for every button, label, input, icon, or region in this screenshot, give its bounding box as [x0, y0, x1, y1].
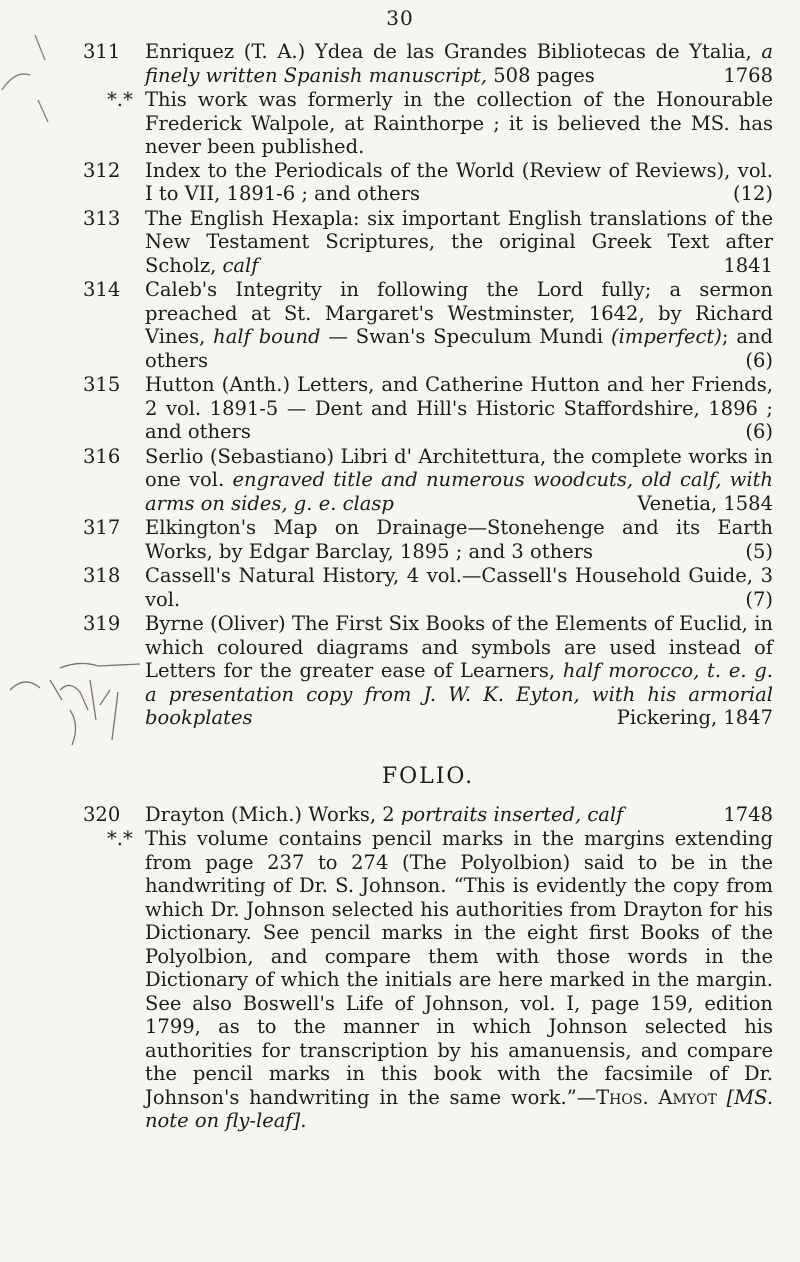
section-heading-folio: FOLIO. — [381, 763, 475, 789]
note-text: This work was formerly in the collection of the Honourable Frederick Walpole, at Rainthorpe ; it is believed the MS. has never been published. — [145, 88, 773, 158]
lot-number: 320 — [83, 802, 121, 826]
lot-number: 317 — [83, 516, 121, 539]
lot-number: 312 — [83, 158, 121, 182]
lot-description: engraved title and numerous woodcuts, old calf, with arms on sides, g. e. clasp — [145, 468, 773, 515]
lot-number: 315 — [83, 373, 121, 396]
lot-314 — [83, 278, 773, 372]
lot-number: 311 — [83, 40, 121, 63]
note-asterism: *.* — [107, 88, 133, 111]
lot-description: a finely written Spanish manuscript, — [145, 40, 774, 87]
note-311 — [83, 88, 773, 159]
lot-condition: (imperfect) — [611, 325, 722, 348]
lot-date: 1748 — [723, 802, 773, 826]
lot-date: 1768 — [723, 63, 773, 87]
lot-320 — [83, 803, 773, 827]
note-text: This volume contains pencil marks in the margins extending from page 237 to 274 (The Polyolbion) said to be in the handwriting of Dr. S. Johnson. “This is evidently the copy from which Dr. Johnson selected his authorities from Drayton for his Dictionary. See pencil marks in the eight first Books of the Polyolbion, and compare them with those words in the Dictionary of which the initials are here marked in the margin. See also Boswell's Life of Johnson, vol. I, page 159, edition 1799, as to the manner in which Johnson selected his authorities for transcription by his amanuensis, and compare the pencil marks in this book with the facsimile of Dr. Johnson's handwriting in the same work.”— — [145, 827, 773, 1109]
lot-315 — [83, 373, 773, 444]
lot-title: Caleb's Integrity in following the Lord fully; a sermon preached at St. Margaret's Westminster, 1642, by Richard Vines, — [145, 278, 773, 348]
lot-imprint: Pickering, 1847 — [616, 706, 773, 729]
lot-count: (7) — [745, 587, 773, 611]
note-signature: Thos. Amyot — [596, 1085, 717, 1109]
page-number: 30 — [386, 6, 414, 30]
lot-number: 314 — [83, 278, 121, 301]
lot-number: 318 — [83, 564, 121, 587]
lot-description: half morocco, t. e. g. a presentation copy from J. W. K. Eyton, with his armorial bookplates — [145, 659, 773, 729]
lot-319 — [83, 612, 773, 730]
note-320 — [83, 827, 773, 1133]
margin-scribble-top — [0, 30, 70, 140]
lot-title: Drayton (Mich.) Works, 2 — [145, 802, 395, 826]
lot-count: (6) — [745, 348, 773, 372]
lot-317 — [83, 516, 773, 563]
lot-date: 1841 — [723, 253, 773, 277]
lot-count: (6) — [745, 420, 773, 443]
lot-311 — [83, 40, 773, 87]
lot-316 — [83, 445, 773, 516]
note-asterism: *.* — [107, 827, 133, 850]
lot-others: ; and others — [145, 325, 773, 372]
lot-title: Serlio (Sebastiano) Libri d' Architettura, the complete works in one vol. — [145, 444, 773, 491]
lot-number: 313 — [83, 206, 121, 230]
lot-count: (12) — [732, 182, 773, 205]
lot-title: The English Hexapla: six important English translations of the New Testament Scriptures, the original Greek Text after Scholz, — [145, 206, 773, 277]
catalogue-content — [83, 40, 773, 1133]
lot-title: Index to the Periodicals of the World (Review of Reviews), vol. I to VII, 1891-6 ; and others — [145, 158, 773, 205]
lot-count: (5) — [745, 539, 773, 563]
lot-binding: calf — [222, 253, 259, 277]
lot-description: portraits inserted, calf — [400, 802, 624, 826]
lot-extent: 508 pages — [493, 63, 595, 87]
lot-title: Enriquez (T. A.) Ydea de las Grandes Bibliotecas de Ytalia, — [145, 40, 752, 63]
lot-313 — [83, 207, 773, 278]
lot-number: 316 — [83, 444, 121, 468]
note-source: [MS. note on fly-leaf]. — [145, 1085, 774, 1132]
lot-title: Elkington's Map on Drainage—Stonehenge and its Earth Works, by Edgar Barclay, 1895 ; and 3 others — [145, 516, 773, 563]
lot-318 — [83, 564, 773, 611]
lot-title: Byrne (Oliver) The First Six Books of the Elements of Euclid, in which coloured diagrams and symbols are used instead of Letters for the greater ease of Learners, — [145, 612, 773, 682]
lot-binding: half bound — [213, 325, 321, 348]
lot-312 — [83, 159, 773, 206]
lot-imprint: Venetia, 1584 — [637, 491, 773, 515]
lot-second-title: — Swan's Speculum Mundi — [328, 325, 604, 348]
lot-title: Hutton (Anth.) Letters, and Catherine Hutton and her Friends, 2 vol. 1891-5 — Dent and Hill's Historic Staffordshire, 1896 ; and others — [145, 373, 773, 443]
lot-title: Cassell's Natural History, 4 vol.—Cassell's Household Guide, 3 vol. — [145, 564, 773, 611]
lot-number: 319 — [83, 612, 121, 635]
